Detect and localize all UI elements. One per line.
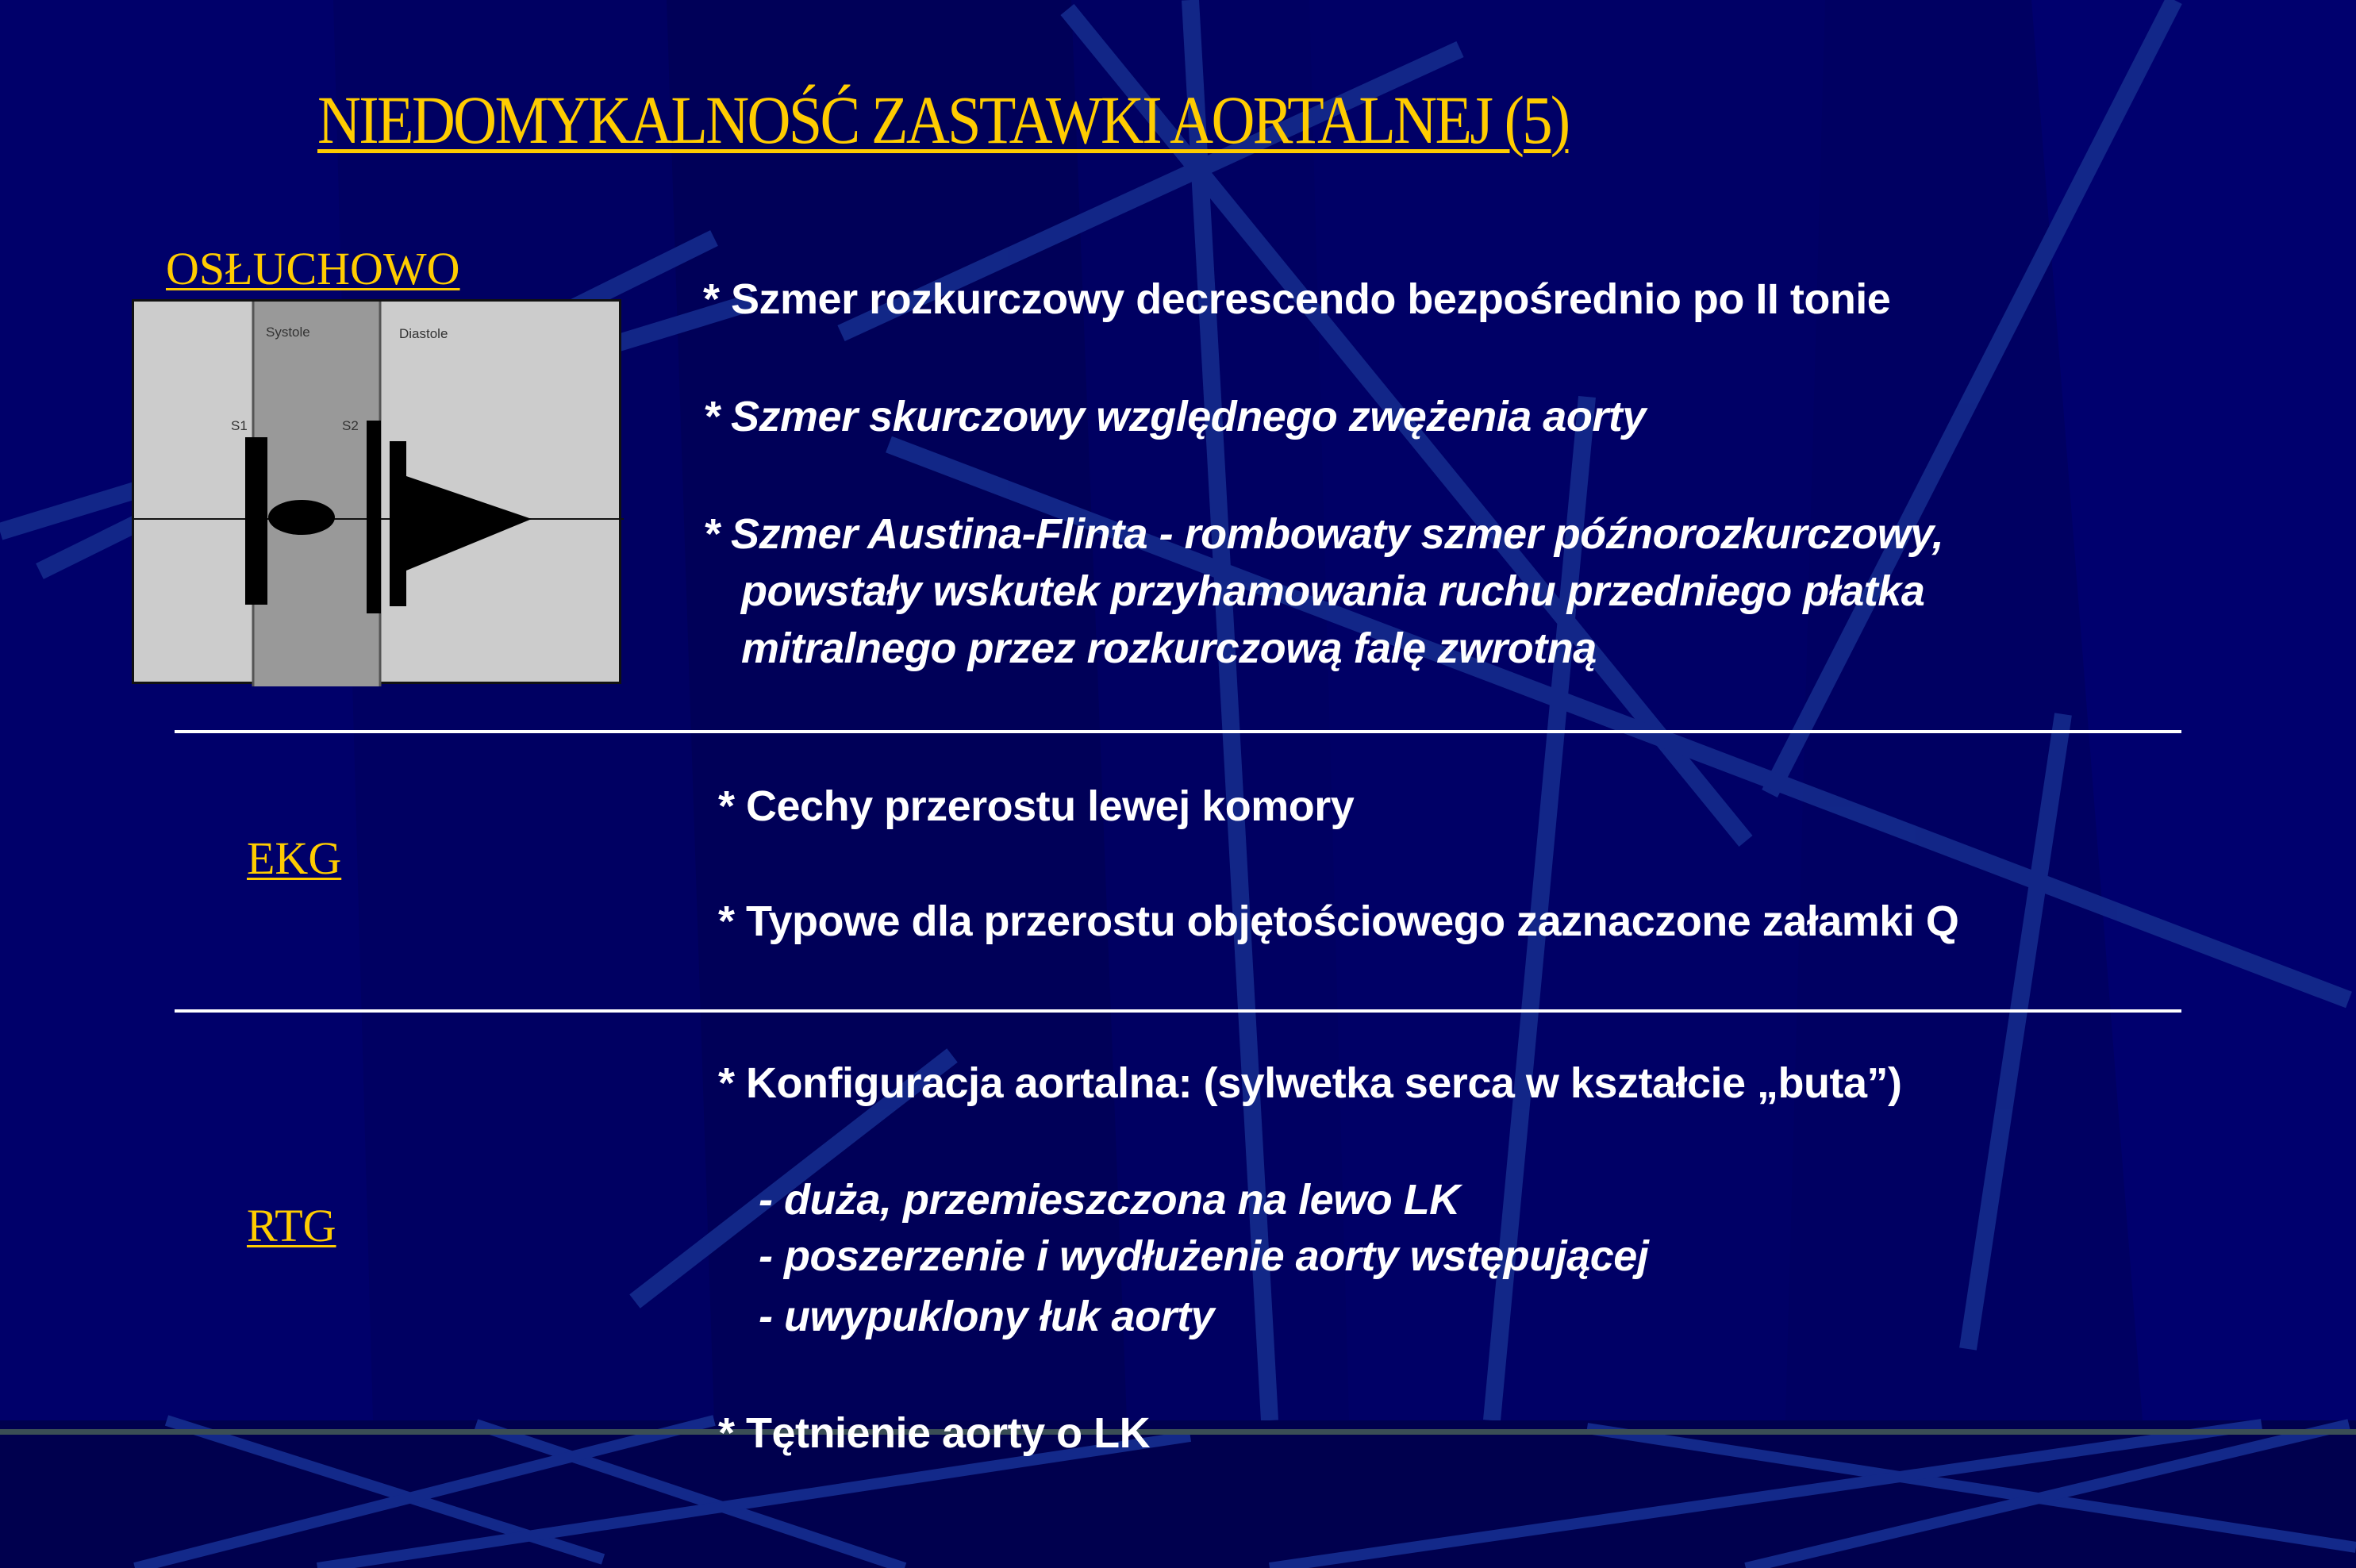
auscultation-item-3-cont-1: powstały wskutek przyhamowania ruchu przedniego płatka [741,567,1925,615]
diastolic-decrescendo-murmur [406,476,532,571]
rtg-item-1: * Konfiguracja aortalna: (sylwetka serca w kształcie „buta”) [718,1059,1902,1107]
auscultation-item-2: * Szmer skurczowy względnego zwężenia aorty [703,393,1646,440]
section-divider-2 [175,1009,2181,1013]
s2-bar [367,421,381,613]
heart-sound-diagram [132,299,621,684]
systole-band [253,302,380,686]
slide-title: NIEDOMYKALNOŚĆ ZASTAWKI AORTALNEJ (5) [317,82,1569,158]
s1-bar [245,437,267,605]
systole-label: Systole [266,325,310,340]
section-divider-1 [175,730,2181,733]
systolic-murmur-shape [268,500,335,535]
auscultation-item-3-cont-2: mitralnego przez rozkurczową falę zwrotną [741,625,1597,672]
ekg-item-1: * Cechy przerostu lewej komory [718,782,1355,830]
auscultation-item-1: * Szmer rozkurczowy decrescendo bezpośrednio po II tonie [703,275,1891,323]
rtg-subitem-2: - poszerzenie i wydłużenie aorty wstępującej [759,1232,1649,1280]
section-label-ekg: EKG [247,832,342,884]
section-label-auscultation: OSŁUCHOWO [166,243,460,294]
section-label-rtg: RTG [247,1200,336,1251]
diastolic-bar [390,441,406,606]
rtg-subitem-3: - uwypuklony łuk aorty [759,1293,1215,1340]
s1-label: S1 [231,418,248,433]
s2-label: S2 [342,418,359,433]
rtg-item-2: * Tętnienie aorty o LK [718,1409,1151,1457]
auscultation-item-3: * Szmer Austina-Flinta - rombowaty szmer późnorozkurczowy, [703,510,1944,558]
rtg-subitem-1: - duża, przemieszczona na lewo LK [759,1176,1460,1224]
diastole-label: Diastole [399,326,448,341]
ekg-item-2: * Typowe dla przerostu objętościowego zaznaczone załamki Q [718,897,1959,945]
